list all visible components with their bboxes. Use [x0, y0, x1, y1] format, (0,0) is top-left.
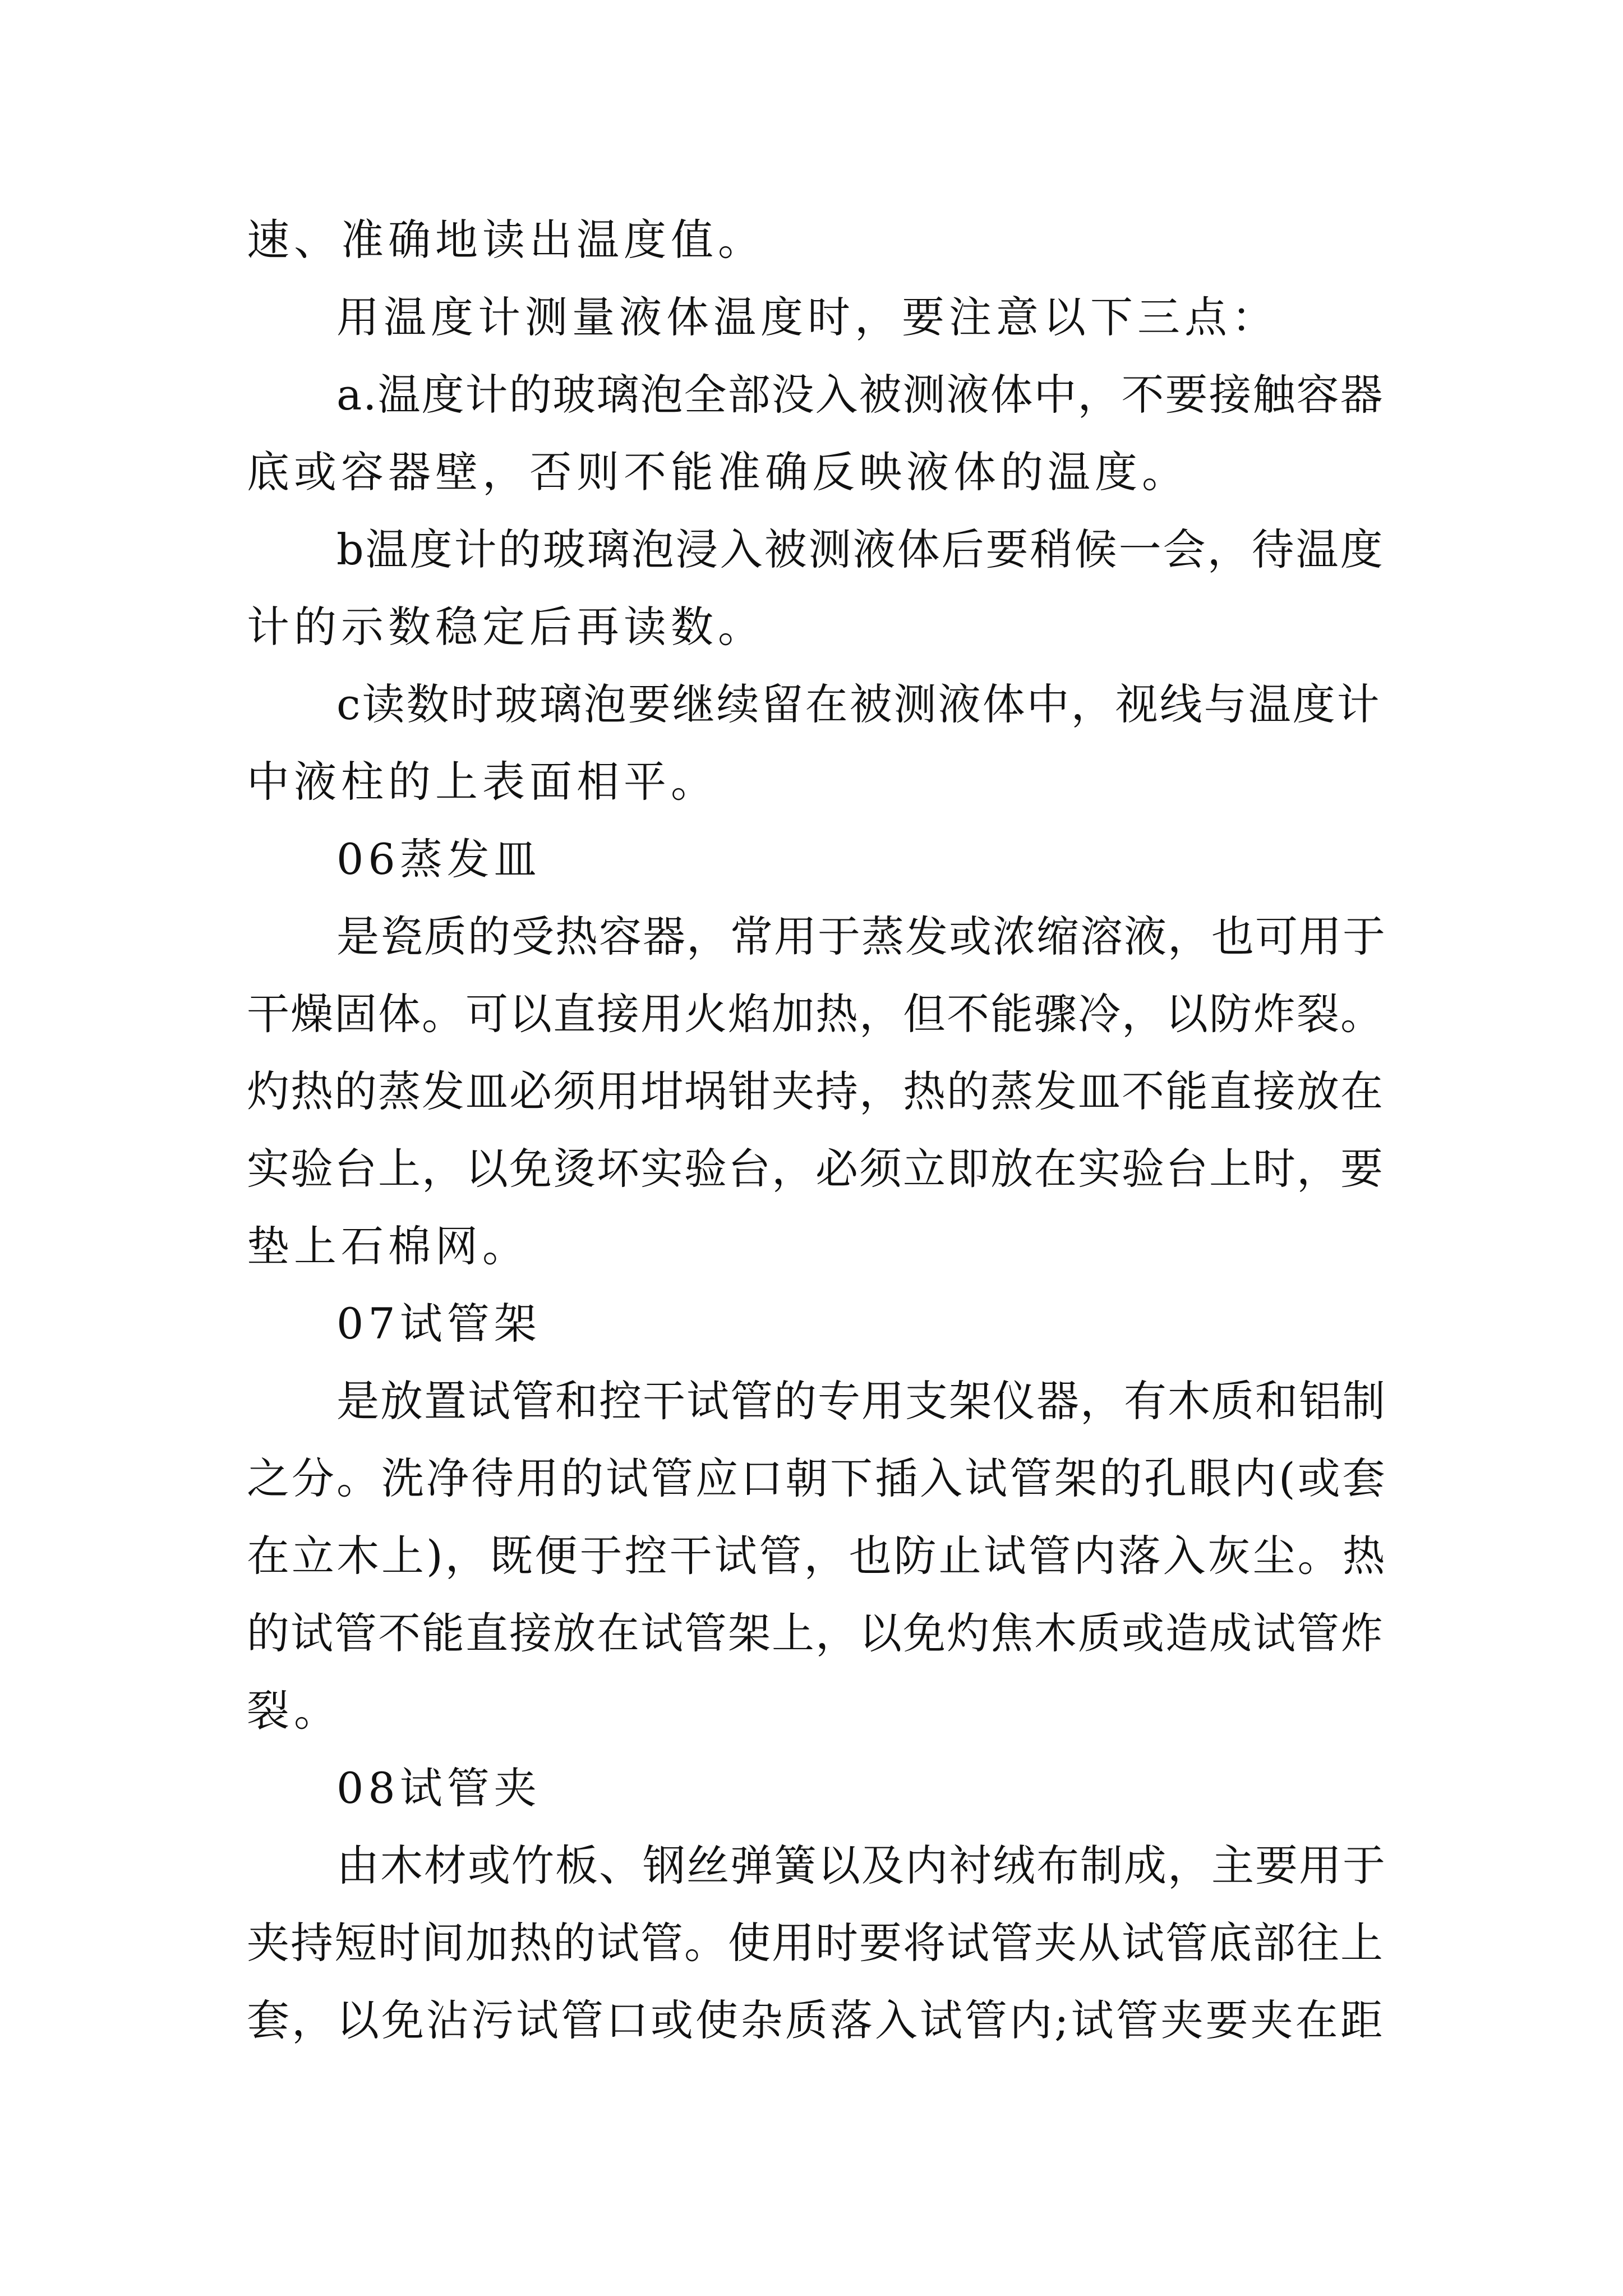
text-line: 套，以免沾污试管口或使杂质落入试管内;试管夹要夹在距	[247, 1995, 1385, 2045]
text-line: 灼热的蒸发皿必须用坩埚钳夹持，热的蒸发皿不能直接放在	[247, 1066, 1384, 1116]
section-heading: 08试管夹	[336, 1763, 541, 1813]
text-line: 速、准确地读出温度值。	[247, 215, 765, 265]
text-line: a.温度计的玻璃泡全部没入被测液体中，不要接触容器	[336, 370, 1384, 420]
section-heading: 06蒸发皿	[336, 834, 541, 884]
text-line: 实验台上，以免烫坏实验台，必须立即放在实验台上时，要	[247, 1144, 1384, 1194]
text-line: c读数时玻璃泡要继续留在被测液体中，视线与温度计	[336, 679, 1381, 729]
text-line: 之分。洗净待用的试管应口朝下插入试管架的孔眼内(或套	[247, 1453, 1387, 1503]
text-line: 垫上石棉网。	[247, 1221, 529, 1271]
text-line: 计的示数稳定后再读数。	[247, 602, 765, 652]
text-line: 底或容器壁，否则不能准确反映液体的温度。	[247, 447, 1189, 497]
text-line: 中液柱的上表面相平。	[247, 757, 718, 807]
text-line: 干燥固体。可以直接用火焰加热，但不能骤冷，以防炸裂。	[247, 989, 1384, 1039]
text-line: b温度计的玻璃泡浸入被测液体后要稍候一会，待温度	[336, 524, 1385, 574]
text-line: 裂。	[247, 1686, 341, 1736]
text-line: 在立木上)，既便于控干试管，也防止试管内落入灰尘。热	[247, 1531, 1387, 1581]
text-line: 是瓷质的受热容器，常用于蒸发或浓缩溶液，也可用于	[336, 912, 1386, 961]
section-heading: 07试管架	[336, 1299, 541, 1349]
text-line: 由木材或竹板、钢丝弹簧以及内衬绒布制成，主要用于	[336, 1841, 1386, 1890]
text-line: 是放置试管和控干试管的专用支架仪器，有木质和铝制	[336, 1376, 1386, 1426]
text-line: 的试管不能直接放在试管架上，以免灼焦木质或造成试管炸	[247, 1608, 1384, 1658]
text-line: 用温度计测量液体温度时，要注意以下三点：	[336, 292, 1279, 342]
text-line: 夹持短时间加热的试管。使用时要将试管夹从试管底部往上	[247, 1918, 1384, 1968]
